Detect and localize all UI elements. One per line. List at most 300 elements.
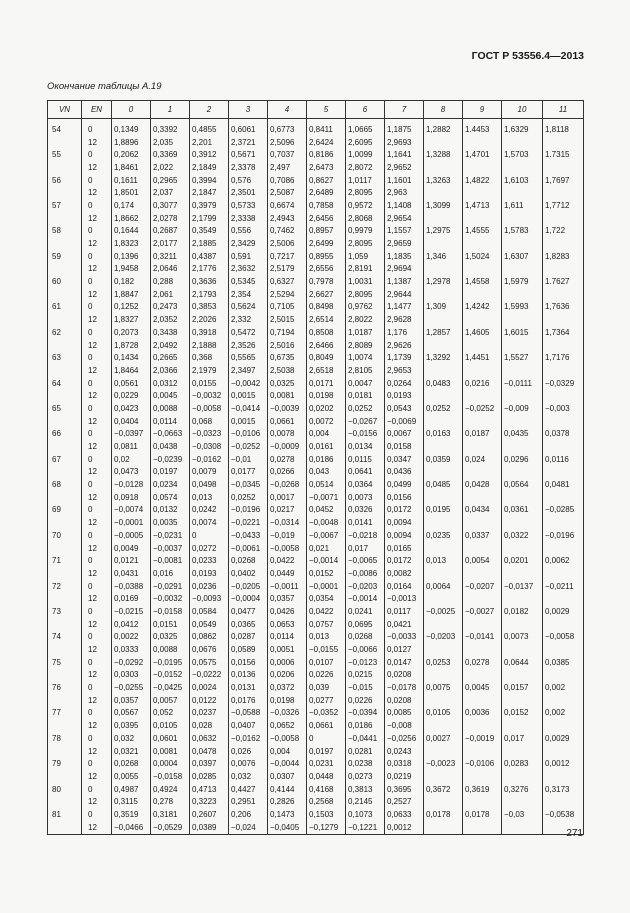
table-cell <box>424 186 463 199</box>
table-cell: 0,0186 <box>346 719 385 732</box>
table-cell: 12 <box>82 491 112 504</box>
table-cell: 1,8464 <box>112 364 151 377</box>
table-cell: 78 <box>48 732 82 745</box>
table-cell: 0,0449 <box>268 567 307 580</box>
table-cell: 0,0079 <box>190 466 229 479</box>
table-cell: 64 <box>48 377 82 390</box>
table-cell: 2,1888 <box>190 339 229 352</box>
table-cell: 0,0082 <box>385 567 424 580</box>
table-cell: 1,0665 <box>346 119 385 136</box>
table-cell: 1,4822 <box>463 174 502 187</box>
table-cell: 0,0407 <box>229 719 268 732</box>
table-cell <box>502 288 543 301</box>
table-cell: −0,0067 <box>307 529 346 542</box>
table-cell <box>543 694 584 707</box>
table-cell: 0,0644 <box>502 656 543 669</box>
table-row <box>48 783 584 796</box>
column-header: 10 <box>502 101 543 119</box>
table-cell: 1,0099 <box>346 148 385 161</box>
table-cell <box>502 719 543 732</box>
table-cell: 0,1473 <box>268 808 307 821</box>
table-cell: 0,032 <box>112 732 151 745</box>
table-cell: 0,068 <box>190 415 229 428</box>
table-row <box>48 681 584 694</box>
table-row <box>48 402 584 415</box>
table-cell: 0,0158 <box>385 440 424 453</box>
table-cell: 2,1799 <box>190 212 229 225</box>
table-cell: 0,0277 <box>307 694 346 707</box>
table-cell: 0,017 <box>346 542 385 555</box>
table-cell: −0,0048 <box>307 516 346 529</box>
table-cell <box>424 466 463 479</box>
table-cell <box>48 415 82 428</box>
table-cell: 1,8847 <box>112 288 151 301</box>
table-row <box>48 428 584 441</box>
table-cell: 0,0237 <box>190 707 229 720</box>
table-cell: 0,9572 <box>346 199 385 212</box>
table-cell: 0,0584 <box>190 605 229 618</box>
table-cell: 0,278 <box>151 795 190 808</box>
table-cell: 2,8095 <box>346 186 385 199</box>
table-cell: 0,0589 <box>229 643 268 656</box>
table-row <box>48 250 584 263</box>
table-cell: 0 <box>82 605 112 618</box>
table-row <box>48 478 584 491</box>
table-cell <box>543 186 584 199</box>
table-row <box>48 415 584 428</box>
table-cell: 0,6735 <box>268 351 307 364</box>
table-cell: −0,0256 <box>385 732 424 745</box>
table-cell: 0,4855 <box>190 119 229 136</box>
table-cell: 0,0116 <box>543 453 584 466</box>
table-cell <box>463 288 502 301</box>
table-cell: 1,309 <box>424 301 463 314</box>
table-cell: −0,015 <box>346 681 385 694</box>
table-cell: −0,0011 <box>268 580 307 593</box>
table-cell: 0,2145 <box>346 795 385 808</box>
table-cell: 12 <box>82 770 112 783</box>
table-cell: 0,3918 <box>190 326 229 339</box>
table-cell: −0,0203 <box>346 580 385 593</box>
table-cell <box>463 542 502 555</box>
table-row <box>48 580 584 593</box>
table-cell: 0,2965 <box>151 174 190 187</box>
table-cell: 1,6307 <box>502 250 543 263</box>
table-cell: 1,4451 <box>463 351 502 364</box>
table-cell: 0,7194 <box>268 326 307 339</box>
table-cell: 0,0285 <box>190 770 229 783</box>
table-cell: −0,1221 <box>346 821 385 834</box>
table-cell: 0,0202 <box>307 402 346 415</box>
table-cell: 0,3223 <box>190 795 229 808</box>
table-cell: −0,0014 <box>307 554 346 567</box>
table-cell: 0,0155 <box>190 377 229 390</box>
table-cell <box>48 491 82 504</box>
table-cell: 0,0114 <box>151 415 190 428</box>
table-cell: 0,0428 <box>463 478 502 491</box>
table-cell: 0,0337 <box>463 529 502 542</box>
document-id: ГОСТ Р 53556.4—2013 <box>471 50 584 62</box>
table-cell: 0,0695 <box>346 618 385 631</box>
table-cell <box>543 745 584 758</box>
table-cell: 1,5703 <box>502 148 543 161</box>
table-cell: 0,0473 <box>112 466 151 479</box>
table-cell: 71 <box>48 554 82 567</box>
table-row <box>48 466 584 479</box>
table-cell: 2,5096 <box>268 136 307 149</box>
table-cell: 0,0062 <box>543 554 584 567</box>
table-row <box>48 592 584 605</box>
table-cell: 0,0268 <box>346 631 385 644</box>
table-cell: 0,0156 <box>385 491 424 504</box>
table-cell: 0,3519 <box>112 808 151 821</box>
table-cell <box>502 821 543 834</box>
table-cell <box>543 288 584 301</box>
table-cell: 0,0121 <box>112 554 151 567</box>
table-cell: 0,182 <box>112 275 151 288</box>
table-cell: 2,2026 <box>190 313 229 326</box>
table-cell: 0,043 <box>307 466 346 479</box>
table-cell: 0,0004 <box>151 757 190 770</box>
table-cell: 0,0152 <box>502 707 543 720</box>
table-cell <box>463 592 502 605</box>
table-cell <box>502 136 543 149</box>
table-cell: 1,4558 <box>463 275 502 288</box>
table-cell: 0,0498 <box>190 478 229 491</box>
table-cell: 0,174 <box>112 199 151 212</box>
table-cell: 1,8728 <box>112 339 151 352</box>
table-cell: −0,0162 <box>190 453 229 466</box>
table-cell: −0,0061 <box>229 542 268 555</box>
table-cell: 80 <box>48 783 82 796</box>
table-cell: 0,0017 <box>268 491 307 504</box>
table-cell: −0,0218 <box>346 529 385 542</box>
table-cell: −0,0058 <box>543 631 584 644</box>
table-cell: −0,0663 <box>151 428 190 441</box>
table-cell: 0,0412 <box>112 618 151 631</box>
table-cell: −0,0014 <box>346 592 385 605</box>
table-cell: 0,0165 <box>385 542 424 555</box>
table-cell <box>424 516 463 529</box>
table-cell: 0,0152 <box>307 567 346 580</box>
table-cell: 1,346 <box>424 250 463 263</box>
table-row <box>48 567 584 580</box>
table-row <box>48 605 584 618</box>
table-cell: 0,0187 <box>463 428 502 441</box>
table-cell: 0,0206 <box>268 669 307 682</box>
table-cell: 0,0226 <box>346 694 385 707</box>
table-cell: 0,3549 <box>190 225 229 238</box>
table-cell: 0,0434 <box>463 504 502 517</box>
table-row <box>48 719 584 732</box>
table-cell: 2,8095 <box>346 288 385 301</box>
table-cell <box>424 389 463 402</box>
table-cell: 0,4987 <box>112 783 151 796</box>
table-cell: 0,0357 <box>112 694 151 707</box>
table-cell: 0,8498 <box>307 301 346 314</box>
table-cell: 0,002 <box>543 681 584 694</box>
table-cell: 2,6514 <box>307 313 346 326</box>
table-cell: 12 <box>82 440 112 453</box>
table-cell: −0,0158 <box>151 770 190 783</box>
table-cell: 0,0307 <box>268 770 307 783</box>
table-cell: 0,0029 <box>543 605 584 618</box>
table-cell <box>502 618 543 631</box>
table-row <box>48 136 584 149</box>
table-cell: 2,6466 <box>307 339 346 352</box>
table-cell <box>463 237 502 250</box>
table-cell: −0,0058 <box>190 402 229 415</box>
table-cell: 0,0395 <box>112 719 151 732</box>
table-cell: 0,0012 <box>385 821 424 834</box>
table-cell: 0,0015 <box>229 415 268 428</box>
table-cell: 0,0318 <box>385 757 424 770</box>
table-cell: 0,8955 <box>307 250 346 263</box>
table-cell: 2,8095 <box>346 237 385 250</box>
table-cell <box>48 136 82 149</box>
table-cell <box>48 770 82 783</box>
table-cell: 0,4168 <box>307 783 346 796</box>
table-cell: 0,3211 <box>151 250 190 263</box>
table-cell: 54 <box>48 119 82 136</box>
table-cell <box>543 161 584 174</box>
table-cell: 0,0186 <box>307 453 346 466</box>
table-cell: 0,0169 <box>112 592 151 605</box>
table-cell: 0,1611 <box>112 174 151 187</box>
table-cell: 0,016 <box>151 567 190 580</box>
table-cell: 0,6773 <box>268 119 307 136</box>
table-cell <box>424 313 463 326</box>
table-cell: 0,0238 <box>346 757 385 770</box>
table-cell: 1,2978 <box>424 275 463 288</box>
header-row <box>48 101 584 119</box>
table-cell: −0,0037 <box>151 542 190 555</box>
table-cell: −0,0268 <box>268 478 307 491</box>
table-cell <box>463 263 502 276</box>
table-cell: 0,0176 <box>229 694 268 707</box>
table-row <box>48 643 584 656</box>
table-cell: 12 <box>82 339 112 352</box>
table-cell: 0,0172 <box>385 504 424 517</box>
table-cell: 0,0122 <box>190 694 229 707</box>
table-row <box>48 351 584 364</box>
table-cell <box>502 339 543 352</box>
table-cell: 0,02 <box>112 453 151 466</box>
table-cell <box>48 161 82 174</box>
table-cell: −0,0352 <box>307 707 346 720</box>
table-cell <box>502 263 543 276</box>
table-row <box>48 263 584 276</box>
table-cell: 0,0402 <box>229 567 268 580</box>
table-cell <box>48 592 82 605</box>
table-cell <box>48 339 82 352</box>
table-cell: 0 <box>82 377 112 390</box>
table-cell: −0,0058 <box>268 732 307 745</box>
table-cell: 0,0385 <box>543 656 584 669</box>
table-cell: 0,4144 <box>268 783 307 796</box>
table-row <box>48 504 584 517</box>
table-cell <box>424 592 463 605</box>
table-cell: −0,009 <box>502 402 543 415</box>
table-cell <box>424 821 463 834</box>
table-cell: 0,0171 <box>307 377 346 390</box>
table-cell: 0,2607 <box>190 808 229 821</box>
table-cell <box>48 186 82 199</box>
table-cell: 2,9693 <box>385 136 424 149</box>
table-cell: 0,0072 <box>307 415 346 428</box>
table-cell: 0,0088 <box>151 402 190 415</box>
table-cell <box>502 161 543 174</box>
table-cell: 0,0918 <box>112 491 151 504</box>
column-header: 7 <box>385 101 424 119</box>
table-cell <box>463 491 502 504</box>
table-cell: 0,0404 <box>112 415 151 428</box>
table-row <box>48 288 584 301</box>
table-cell: 1,4713 <box>463 199 502 212</box>
table-cell: 0,5671 <box>229 148 268 161</box>
table-cell: −0,0255 <box>112 681 151 694</box>
table-cell: 1,8662 <box>112 212 151 225</box>
table-cell: −0,0466 <box>112 821 151 834</box>
table-cell: −0,0329 <box>543 377 584 390</box>
column-header: 0 <box>112 101 151 119</box>
table-cell: 2,3501 <box>229 186 268 199</box>
table-cell: 0,0422 <box>307 605 346 618</box>
table-cell: −0,0195 <box>151 656 190 669</box>
table-cell: 1,4701 <box>463 148 502 161</box>
table-cell: 0 <box>307 732 346 745</box>
table-cell <box>48 516 82 529</box>
table-cell: 0 <box>82 554 112 567</box>
table-cell: 1,176 <box>385 326 424 339</box>
table-cell: 2,061 <box>151 288 190 301</box>
table-cell: 1,0187 <box>346 326 385 339</box>
table-cell: 0 <box>82 681 112 694</box>
table-cell: 2,9628 <box>385 313 424 326</box>
table-cell: 2,3338 <box>229 212 268 225</box>
table-cell: −0,0215 <box>112 605 151 618</box>
table-cell: 0,0193 <box>385 389 424 402</box>
table-cell <box>543 389 584 402</box>
table-cell: 63 <box>48 351 82 364</box>
table-row <box>48 364 584 377</box>
table-cell: 0,0127 <box>385 643 424 656</box>
table-cell: 0,0431 <box>112 567 151 580</box>
table-cell <box>502 694 543 707</box>
table-cell: 0 <box>82 225 112 238</box>
table-cell: 0,0435 <box>502 428 543 441</box>
table-cell: −0,0069 <box>385 415 424 428</box>
table-cell: 2,3721 <box>229 136 268 149</box>
table-cell: 2,0177 <box>151 237 190 250</box>
table-cell: 2,1776 <box>190 263 229 276</box>
table-cell <box>543 237 584 250</box>
table-row <box>48 199 584 212</box>
table-cell: 68 <box>48 478 82 491</box>
table-cell: 0,1434 <box>112 351 151 364</box>
table-cell <box>463 567 502 580</box>
table-cell: 0,028 <box>190 719 229 732</box>
table-cell: 0,7105 <box>268 301 307 314</box>
table-cell <box>424 491 463 504</box>
table-cell: 2,6499 <box>307 237 346 250</box>
table-cell: 2,5016 <box>268 339 307 352</box>
table-cell: 57 <box>48 199 82 212</box>
table-cell <box>48 719 82 732</box>
table-cell: 0,7086 <box>268 174 307 187</box>
table-cell: 0,0081 <box>268 389 307 402</box>
table-cell: 0,2073 <box>112 326 151 339</box>
table-cell: −0,0414 <box>229 402 268 415</box>
table-cell <box>463 770 502 783</box>
table-cell: −0,0394 <box>346 707 385 720</box>
table-cell: 0,0051 <box>268 643 307 656</box>
table-cell <box>424 263 463 276</box>
table-cell: −0,0196 <box>229 504 268 517</box>
table-cell: 0,0252 <box>346 402 385 415</box>
table-cell: 0 <box>82 428 112 441</box>
table-row <box>48 808 584 821</box>
table-cell: 0,4713 <box>190 783 229 796</box>
table-row <box>48 174 584 187</box>
table-cell: 0,0243 <box>385 745 424 758</box>
table-cell: 0,4427 <box>229 783 268 796</box>
table-cell: 0,0264 <box>385 377 424 390</box>
table-cell: −0,0433 <box>229 529 268 542</box>
table-cell: 2,035 <box>151 136 190 149</box>
table-cell: −0,0058 <box>268 542 307 555</box>
table-cell: 0,0012 <box>543 757 584 770</box>
table-cell <box>502 542 543 555</box>
table-cell: 0,0182 <box>502 605 543 618</box>
table-cell: 0,7037 <box>268 148 307 161</box>
table-cell: 2,8191 <box>346 263 385 276</box>
table-cell: 0,0333 <box>112 643 151 656</box>
table-cell: 0,0164 <box>385 580 424 593</box>
table-cell: 0,0477 <box>229 605 268 618</box>
table-cell: 0,0252 <box>424 402 463 415</box>
table-cell: 0,9979 <box>346 225 385 238</box>
table-cell: 0,021 <box>307 542 346 555</box>
table-row <box>48 440 584 453</box>
table-cell: 1,0074 <box>346 351 385 364</box>
table-cell: 0,0075 <box>424 681 463 694</box>
table-cell: 0,2527 <box>385 795 424 808</box>
table-cell: 12 <box>82 288 112 301</box>
table-cell: 0,0354 <box>307 592 346 605</box>
table-cell: 0,0325 <box>151 631 190 644</box>
table-cell: 0,0278 <box>268 453 307 466</box>
table-cell: 1,7176 <box>543 351 584 364</box>
table-cell: 1.7627 <box>543 275 584 288</box>
table-cell: 0,0481 <box>543 478 584 491</box>
table-cell <box>543 313 584 326</box>
table-cell <box>502 212 543 225</box>
table-cell <box>48 313 82 326</box>
table-cell: −0,019 <box>268 529 307 542</box>
table-row <box>48 377 584 390</box>
table-cell: −0,0405 <box>268 821 307 834</box>
table-cell: 0,1073 <box>346 808 385 821</box>
table-cell: 62 <box>48 326 82 339</box>
table-cell: 0,206 <box>229 808 268 821</box>
table-cell: 0,0661 <box>307 719 346 732</box>
table-cell: 0,0115 <box>346 453 385 466</box>
table-cell: 2,0646 <box>151 263 190 276</box>
table-cell: −0,0588 <box>229 707 268 720</box>
data-table <box>47 100 584 835</box>
table-cell <box>543 669 584 682</box>
